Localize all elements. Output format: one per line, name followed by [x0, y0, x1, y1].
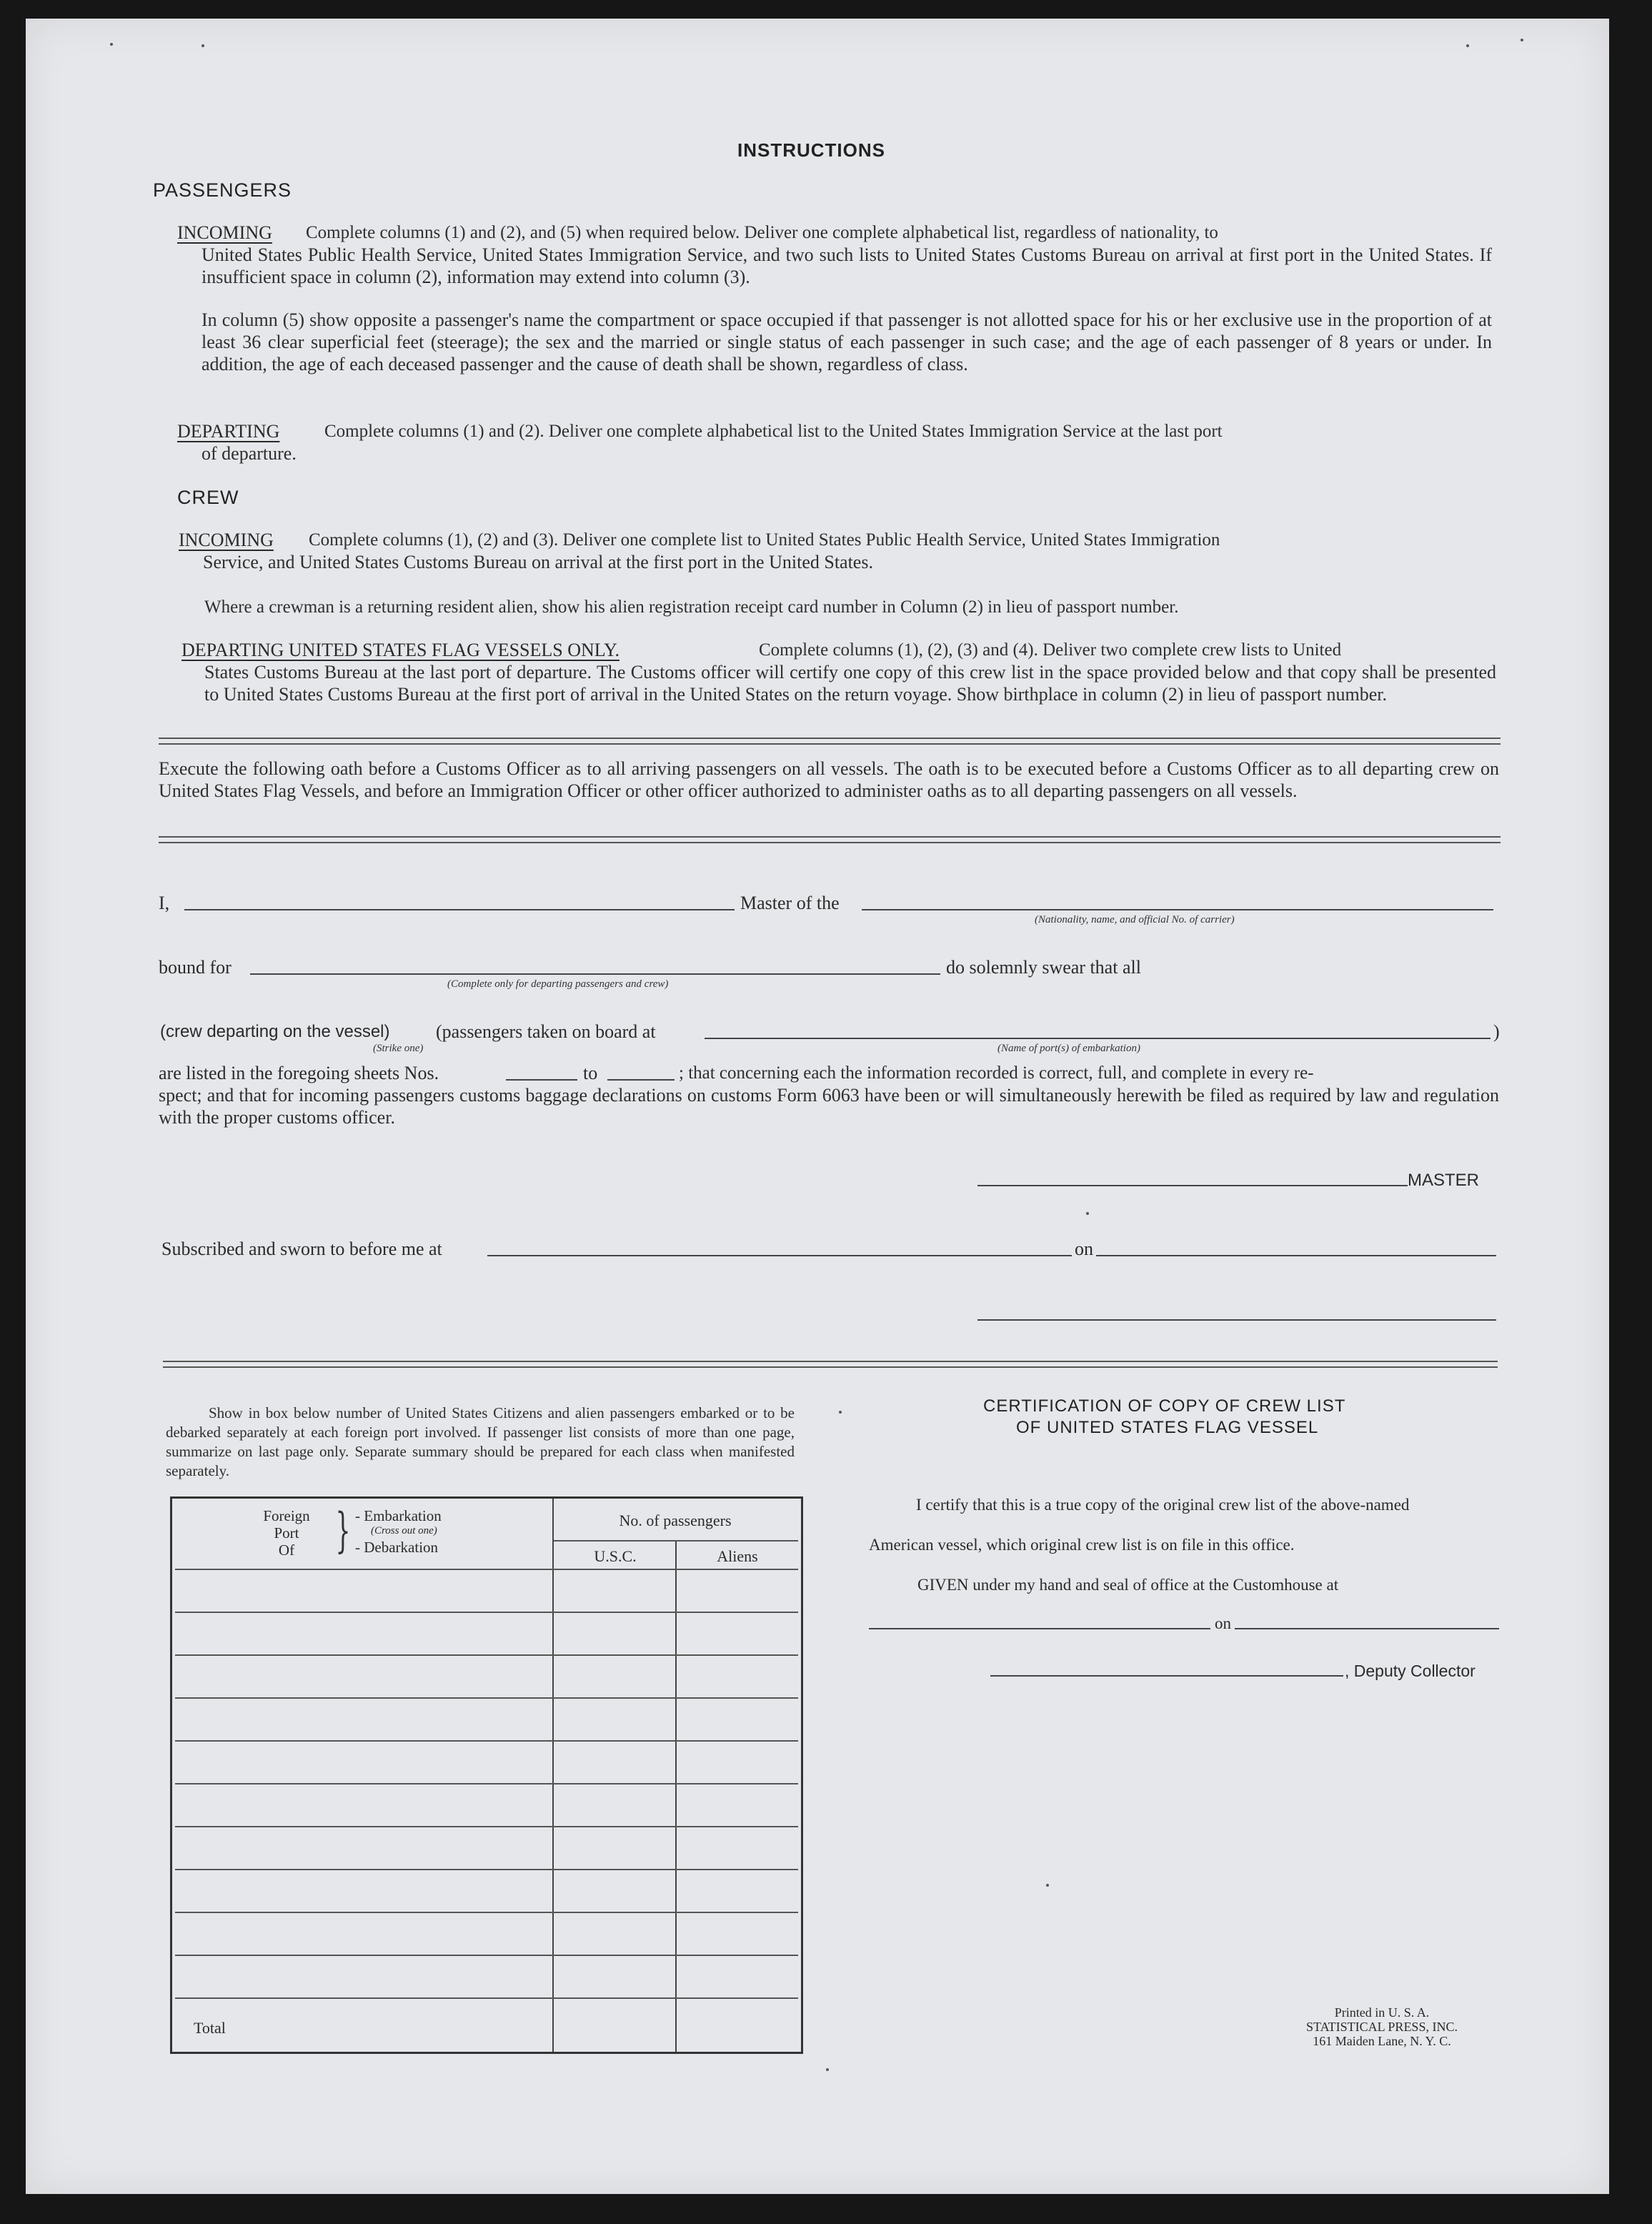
strike-one-hint: (Strike one)	[373, 1043, 424, 1054]
row-line	[175, 1997, 798, 1999]
sworn-date-field[interactable]	[1096, 1255, 1496, 1256]
incoming-label-text: INCOMING	[177, 222, 272, 243]
divider-rule	[163, 1366, 1498, 1368]
printer-imprint	[1275, 2005, 1489, 2048]
nationality-hint: (Nationality, name, and official No. of carrier)	[1035, 914, 1235, 925]
summary-instructions: Show in box below number of United States Citizens and alien passengers embarked or to be debarked separately at each foreign port involved. If passenger list consists of more than one page, summarize on last page only. Separate summary should be prepared for each class when manifested separately.	[166, 1404, 795, 1479]
crew-resident-alien: Where a crewman is a returning resident alien, show his alien registration receipt card number in Column (2) in lieu of passport number.	[204, 597, 1179, 617]
crew-incoming-label	[179, 529, 274, 552]
oath-listed-rest2: spect; and that for incoming passengers customs baggage declarations on customs Form 6063 have been or will simultaneously herewith be filed as required by law and regulation with the proper customs officer.	[159, 1085, 1499, 1128]
oath-to: to	[583, 1063, 598, 1083]
certification-line1: I certify that this is a true copy of the original crew list of the above-named	[916, 1496, 1410, 1514]
row-line	[175, 1783, 798, 1784]
col-divider	[675, 1542, 677, 2052]
officer-signature-field[interactable]	[977, 1319, 1496, 1321]
oath-i-label: I,	[159, 893, 170, 913]
no-of-passengers-label: No. of passengers	[619, 1511, 732, 1529]
crew-departing-flag-line1: Complete columns (1), (2), (3) and (4). Deliver two complete crew lists to United	[759, 640, 1342, 660]
divider-rule	[159, 743, 1501, 745]
embarkation-label: - Embarkation	[355, 1507, 442, 1524]
header-divider	[554, 1540, 798, 1542]
row-line	[175, 1869, 798, 1870]
deputy-collector-label: , Deputy Collector	[1345, 1662, 1476, 1680]
certification-line2: American vessel, which original crew list is on file in this office.	[869, 1536, 1295, 1554]
scan-speck	[1466, 44, 1469, 47]
foreign-port-of	[251, 1507, 322, 1559]
usc-label: U.S.C.	[594, 1547, 637, 1565]
debarkation-label: - Debarkation	[355, 1539, 439, 1556]
oath-master-of-the: Master of the	[740, 893, 840, 913]
row-line	[175, 1826, 798, 1827]
form-page	[26, 19, 1609, 2194]
divider-rule	[159, 836, 1501, 838]
crew-departing-flag-label	[181, 639, 620, 662]
foreign-label: Foreign	[263, 1507, 310, 1524]
crew-departing-flag-label-text: DEPARTING UNITED STATES FLAG VESSELS ONLY.	[181, 640, 620, 660]
carrier-field[interactable]	[862, 909, 1493, 910]
printer-line3: 161 Maiden Lane, N. Y. C.	[1313, 2034, 1451, 2048]
scan-speck	[110, 43, 113, 46]
passenger-summary-table	[170, 1496, 803, 2054]
divider-rule	[163, 1361, 1498, 1362]
passengers-incoming-rest: United States Public Health Service, United States Immigration Service, and two such lists to United States Customs Bureau on arrival at first port in the United States. If insufficient space in column (2), information may extend into column (3).	[201, 244, 1492, 287]
master-signature-field[interactable]	[977, 1185, 1408, 1186]
passengers-departing-line1: Complete columns (1) and (2). Deliver one complete alphabetical list to the United States Immigration Service at the last port	[324, 422, 1223, 441]
port-label: Port	[274, 1524, 299, 1542]
scan-speck	[1046, 1884, 1049, 1887]
certification-on: on	[1215, 1614, 1231, 1632]
row-line	[175, 1697, 798, 1699]
close-paren: )	[1493, 1021, 1500, 1042]
passengers-column5-text: In column (5) show opposite a passenger's name the compartment or space occupied if that passenger is not allotted space for his or her exclusive use in the proportion of at least 36 clear superficial feet (steerage); the sex and the married or single status of each passenger in such case; and the age of each passenger of 8 years or under. In addition, the age of each deceased passenger and the cause of death shall be shown, regardless of class.	[201, 309, 1492, 374]
passengers-departing-rest: of departure.	[201, 443, 297, 464]
customhouse-field[interactable]	[869, 1628, 1210, 1629]
port-hint: (Name of port(s) of embarkation)	[997, 1043, 1140, 1054]
bound-for-field[interactable]	[250, 973, 940, 975]
passengers-departing-label	[177, 420, 279, 443]
oath-passengers-taken: (passengers taken on board at	[436, 1021, 656, 1042]
bound-hint: (Complete only for departing passengers and crew)	[447, 978, 669, 990]
printer-line1: Printed in U. S. A.	[1334, 2005, 1430, 2020]
sheet-from-field[interactable]	[506, 1079, 577, 1081]
row-line	[175, 1654, 798, 1656]
divider-rule	[159, 842, 1501, 843]
scan-speck	[201, 44, 204, 47]
sheet-to-field[interactable]	[607, 1079, 675, 1081]
scan-speck	[1521, 39, 1523, 41]
certification-date-field[interactable]	[1235, 1628, 1499, 1629]
divider-rule	[159, 738, 1501, 739]
oath-instructions: Execute the following oath before a Customs Officer as to all arriving passengers on all vessels. The oath is to be executed before a Customs Officer as to all departing crew on United States Flag Vessels, and before an Immigration Officer or other officer authorized to administer oaths as to all departing passengers on all vessels.	[159, 758, 1499, 801]
crew-incoming-label-text: INCOMING	[179, 530, 274, 550]
sworn-place-field[interactable]	[487, 1255, 1072, 1256]
crew-incoming-rest: Service, and United States Customs Bureau on arrival at the first port in the United States.	[203, 552, 873, 572]
crew-incoming-line1: Complete columns (1), (2) and (3). Deliver one complete list to United States Public Health Service, United States Immigration	[309, 530, 1220, 550]
brace-icon: }	[335, 1503, 351, 1558]
passengers-heading: PASSENGERS	[153, 179, 292, 201]
certification-title-line2: OF UNITED STATES FLAG VESSEL	[1016, 1418, 1319, 1437]
instructions-title: INSTRUCTIONS	[737, 139, 885, 161]
subscribed-label: Subscribed and sworn to before me at	[161, 1238, 442, 1259]
oath-solemnly: do solemnly swear that all	[946, 957, 1141, 978]
scan-speck	[826, 2068, 829, 2071]
scan-speck	[839, 1411, 842, 1414]
row-line	[175, 1740, 798, 1742]
oath-crew-departing: (crew departing on the vessel)	[160, 1022, 390, 1041]
oath-listed-start: are listed in the foregoing sheets Nos.	[159, 1063, 439, 1083]
printer-line2: STATISTICAL PRESS, INC.	[1306, 2020, 1458, 2034]
col-divider	[552, 1499, 554, 2052]
deputy-collector-signature[interactable]	[990, 1675, 1343, 1677]
row-line	[175, 1955, 798, 1956]
aliens-label: Aliens	[717, 1547, 758, 1565]
cross-out-hint: (Cross out one)	[371, 1525, 437, 1537]
master-name-field[interactable]	[184, 909, 735, 910]
passengers-incoming-label	[177, 222, 272, 244]
row-line	[175, 1569, 798, 1570]
sworn-on-label: on	[1075, 1238, 1093, 1259]
embarkation-port-field[interactable]	[705, 1038, 1491, 1039]
master-label: MASTER	[1408, 1171, 1480, 1190]
oath-bound-for: bound for	[159, 957, 232, 978]
crew-heading: CREW	[177, 487, 239, 508]
passengers-incoming-line1: Complete columns (1) and (2), and (5) when required below. Deliver one complete alphabetical list, regardless of nationality, to	[306, 223, 1218, 242]
certification-line3: GIVEN under my hand and seal of office at the Customhouse at	[917, 1576, 1339, 1594]
row-line	[175, 1612, 798, 1613]
departing-label-text: DEPARTING	[177, 421, 280, 442]
of-label: Of	[278, 1542, 295, 1559]
crew-departing-flag-rest: States Customs Bureau at the last port of departure. The Customs officer will certify one copy of this crew list in the space provided below and that copy shall be presented to United States Customs Bureau at the first port of arrival in the United States on the return voyage. Show birthplace in column (2) in lieu of passport number.	[204, 662, 1496, 705]
certification-title-line1: CERTIFICATION OF COPY OF CREW LIST	[983, 1396, 1346, 1416]
total-label: Total	[194, 2019, 226, 2037]
scan-speck	[1086, 1212, 1089, 1215]
row-line	[175, 1912, 798, 1913]
oath-listed-rest1: ; that concerning each the information recorded is correct, full, and complete in every re-	[679, 1063, 1314, 1083]
